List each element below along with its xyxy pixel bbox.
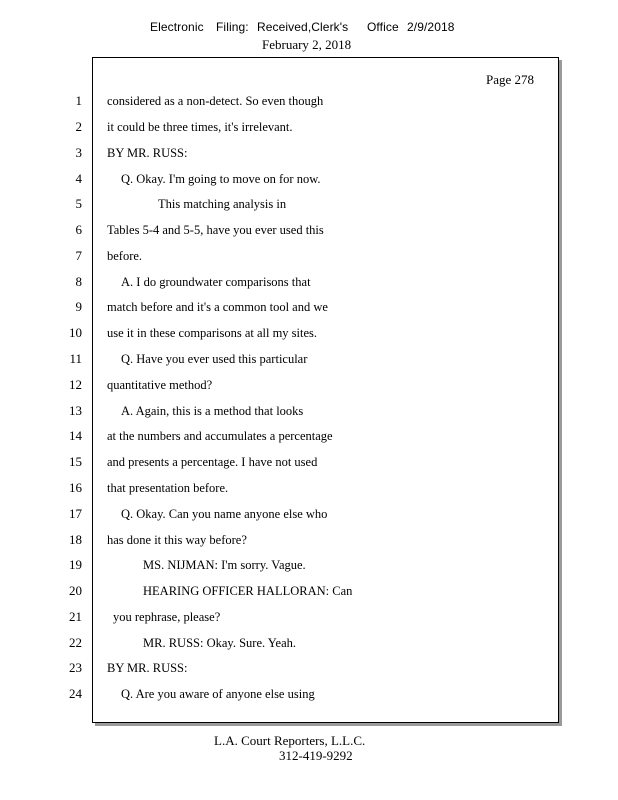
- line-number: 24: [69, 686, 82, 701]
- page-label: Page 278: [486, 72, 535, 87]
- line-number: 13: [69, 403, 82, 418]
- line-number: 16: [69, 480, 82, 495]
- line-text: quantitative method?: [107, 378, 213, 392]
- line-number: 5: [75, 196, 82, 211]
- line-text: Q. Have you ever used this particular: [121, 352, 308, 366]
- stamp-word: Filing:: [216, 20, 249, 34]
- reporter-company: L.A. Court Reporters, L.L.C.: [214, 733, 366, 748]
- line-number: 21: [69, 609, 82, 624]
- line-text: use it in these comparisons at all my sites.: [107, 326, 318, 340]
- line-number: 9: [75, 299, 82, 314]
- line-number: 2: [75, 119, 82, 134]
- line-number: 1: [75, 93, 82, 108]
- line-text: BY MR. RUSS:: [107, 661, 188, 675]
- line-text: BY MR. RUSS:: [107, 146, 188, 160]
- stamp-word: Received,Clerk's: [257, 20, 349, 34]
- line-number: 7: [75, 248, 82, 263]
- filed-date: February 2, 2018: [262, 37, 352, 52]
- line-number: 8: [75, 274, 82, 289]
- line-number: 15: [69, 454, 82, 469]
- line-number: 19: [69, 557, 82, 572]
- line-text: MR. RUSS: Okay. Sure. Yeah.: [143, 636, 297, 650]
- line-text: HEARING OFFICER HALLORAN: Can: [143, 584, 353, 598]
- line-text: Q. Okay. Can you name anyone else who: [121, 507, 328, 521]
- stamp-word: 2/9/2018: [407, 20, 455, 34]
- line-text: that presentation before.: [107, 481, 229, 495]
- line-number: 4: [75, 171, 82, 186]
- line-text: you rephrase, please?: [113, 610, 221, 624]
- line-text: A. I do groundwater comparisons that: [121, 275, 311, 289]
- line-number: 14: [69, 428, 82, 443]
- line-number: 11: [69, 351, 82, 366]
- line-text: and presents a percentage. I have not used: [107, 455, 318, 469]
- line-text: This matching analysis in: [158, 197, 287, 211]
- line-number: 20: [69, 583, 82, 598]
- line-number: 12: [69, 377, 82, 392]
- line-number: 17: [69, 506, 82, 521]
- line-number: 23: [69, 660, 82, 675]
- line-text: MS. NIJMAN: I'm sorry. Vague.: [143, 558, 306, 572]
- line-number: 6: [75, 222, 82, 237]
- line-text: Q. Okay. I'm going to move on for now.: [121, 172, 321, 186]
- line-text: Tables 5-4 and 5-5, have you ever used this: [107, 223, 324, 237]
- stamp-word: Electronic: [150, 20, 204, 34]
- line-text: Q. Are you aware of anyone else using: [121, 687, 315, 701]
- line-number: 22: [69, 635, 82, 650]
- reporter-phone: 312-419-9292: [279, 748, 353, 763]
- line-text: before.: [107, 249, 143, 263]
- line-text: at the numbers and accumulates a percentage: [107, 429, 333, 443]
- line-text: match before and it's a common tool and we: [107, 300, 328, 314]
- line-number: 10: [69, 325, 82, 340]
- line-text: considered as a non-detect. So even though: [107, 94, 324, 108]
- line-text: has done it this way before?: [107, 533, 247, 547]
- line-text: A. Again, this is a method that looks: [121, 404, 304, 418]
- line-text: it could be three times, it's irrelevant.: [107, 120, 293, 134]
- stamp-word: Office: [367, 20, 399, 34]
- line-number: 18: [69, 532, 82, 547]
- line-number: 3: [75, 145, 82, 160]
